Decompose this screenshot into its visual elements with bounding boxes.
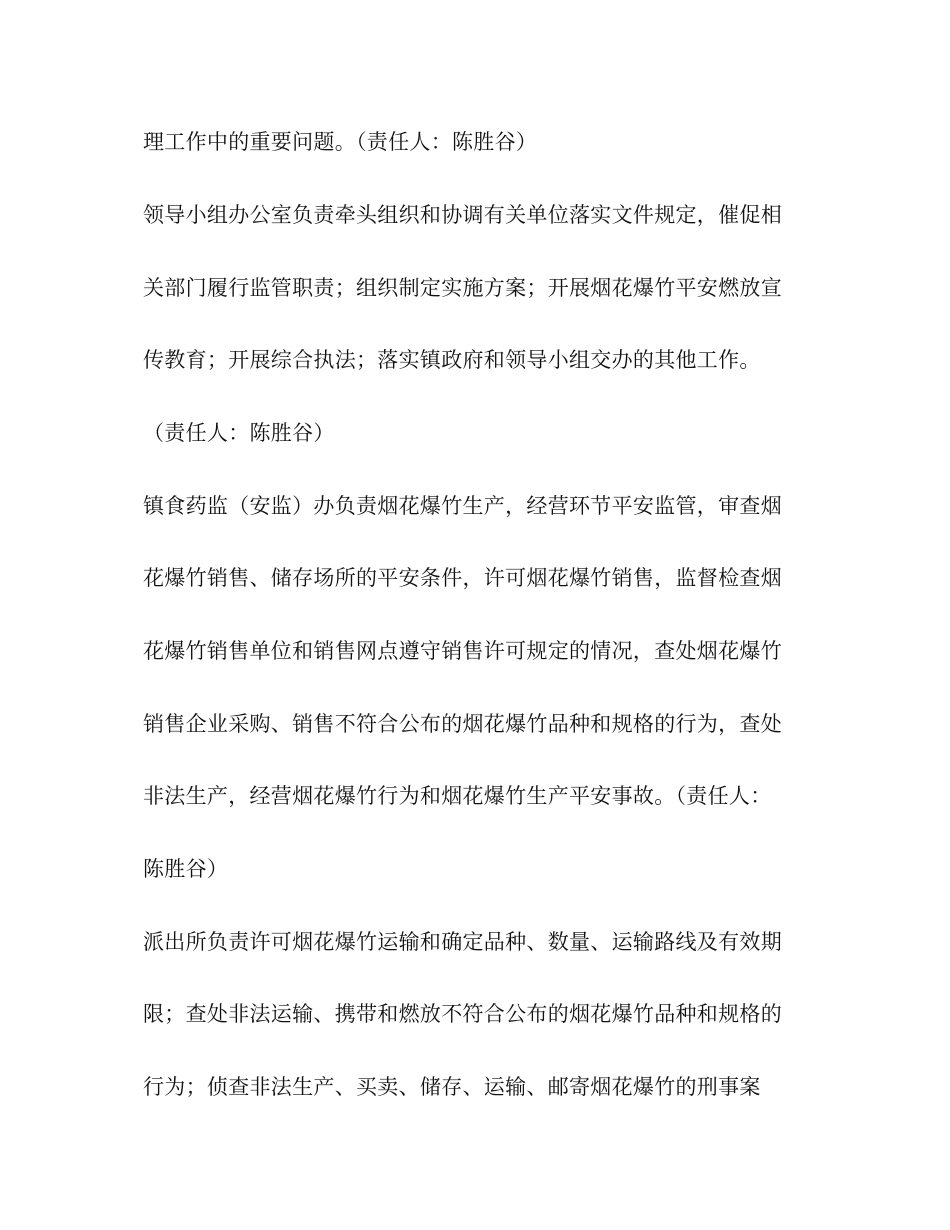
text-line: 关部门履行监管职责；组织制定实施方案；开展烟花爆竹平安燃放宣 xyxy=(143,276,782,300)
text-line: 领导小组办公室负责牵头组织和协调有关单位落实文件规定，催促相 xyxy=(143,203,782,227)
text-line: 非法生产，经营烟花爆竹行为和烟花爆竹生产平安事故。（责任人： xyxy=(143,784,772,808)
text-line: 镇食药监（安监）办负责烟花爆竹生产，经营环节平安监管，审查烟 xyxy=(143,494,782,518)
text-line: （责任人：陈胜谷） xyxy=(143,421,335,445)
text-line: 行为；侦查非法生产、买卖、储存、运输、邮寄烟花爆竹的刑事案 xyxy=(143,1075,761,1099)
text-line: 销售企业采购、销售不符合公布的烟花爆竹品种和规格的行为，查处 xyxy=(143,712,782,736)
text-line: 传教育；开展综合执法；落实镇政府和领导小组交办的其他工作。 xyxy=(143,348,761,372)
text-line: 派出所负责许可烟花爆竹运输和确定品种、数量、运输路线及有效期 xyxy=(143,930,782,954)
text-line: 理工作中的重要问题。（责任人：陈胜谷） xyxy=(143,130,538,154)
text-line: 陈胜谷） xyxy=(143,857,229,881)
text-line: 花爆竹销售、储存场所的平安条件，许可烟花爆竹销售，监督检查烟 xyxy=(143,566,782,590)
text-line: 花爆竹销售单位和销售网点遵守销售许可规定的情况，查处烟花爆竹 xyxy=(143,639,782,663)
text-line: 限；查处非法运输、携带和燃放不符合公布的烟花爆竹品种和规格的 xyxy=(143,1002,782,1026)
